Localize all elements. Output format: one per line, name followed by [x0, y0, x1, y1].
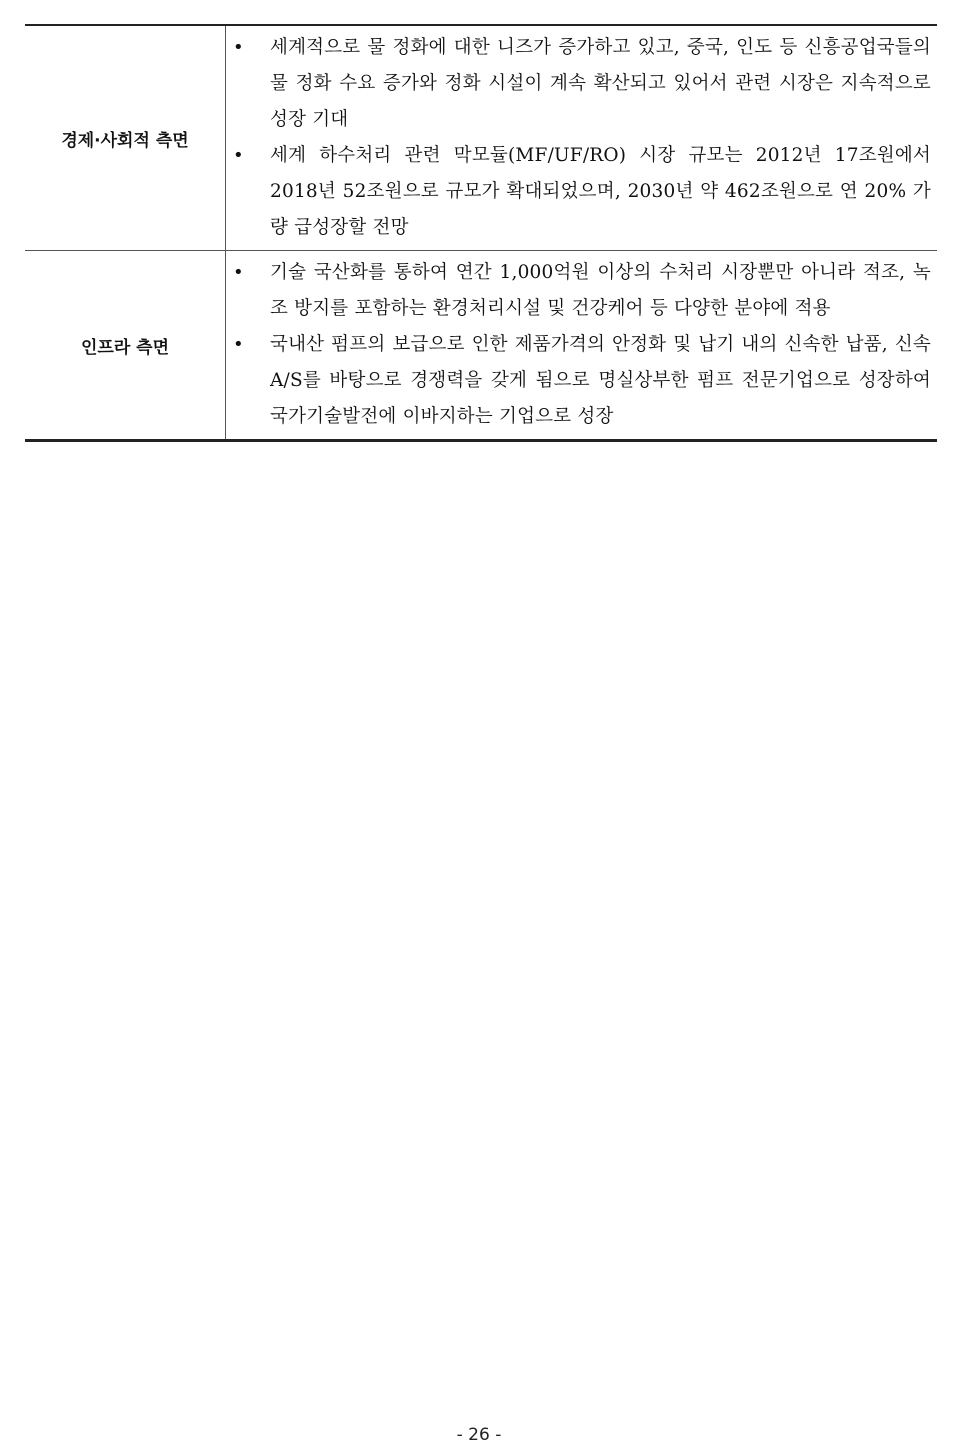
bullet-icon: •	[233, 334, 244, 355]
list-item	[226, 30, 931, 138]
list-item	[226, 255, 931, 327]
bullet-text: 기술 국산화를 통하여 연간 1,000억원 이상의 수처리 시장뿐만 아니라 적조, 녹조 방지를 포함하는 환경처리시설 및 건강케어 등 다양한 분야에 적용	[270, 262, 931, 319]
row-label: 인프라 측면	[25, 251, 226, 441]
bullet-text: 세계적으로 물 정화에 대한 니즈가 증가하고 있고, 중국, 인도 등 신흥공업국들의 물 정화 수요 증가와 정화 시설이 계속 확산되고 있어서 관련 시장은 지속적으로 성장 기대	[270, 37, 931, 130]
bullet-icon: •	[233, 145, 244, 166]
bullet-text: 국내산 펌프의 보급으로 인한 제품가격의 안정화 및 납기 내의 신속한 납품, 신속 A/S를 바탕으로 경쟁력을 갖게 됨으로 명실상부한 펌프 전문기업으로 성장하여 국가기술발전에 이바지하는 기업으로 성장	[270, 334, 931, 427]
row-content	[226, 25, 938, 251]
table-row	[25, 251, 937, 441]
row-content	[226, 251, 938, 441]
bullet-icon: •	[233, 262, 244, 283]
page-number: - 26 -	[456, 1425, 502, 1445]
table-row	[25, 25, 937, 251]
content-table	[25, 24, 937, 442]
bullet-list	[226, 255, 931, 435]
bullet-list	[226, 30, 931, 246]
list-item	[226, 327, 931, 435]
bullet-text: 세계 하수처리 관련 막모듈(MF/UF/RO) 시장 규모는 2012년 17조원에서 2018년 52조원으로 규모가 확대되었으며, 2030년 약 462조원으로 연 20% 가량 급성장할 전망	[270, 145, 931, 238]
bullet-icon: •	[233, 37, 244, 58]
row-label: 경제·사회적 측면	[25, 25, 226, 251]
list-item	[226, 138, 931, 246]
